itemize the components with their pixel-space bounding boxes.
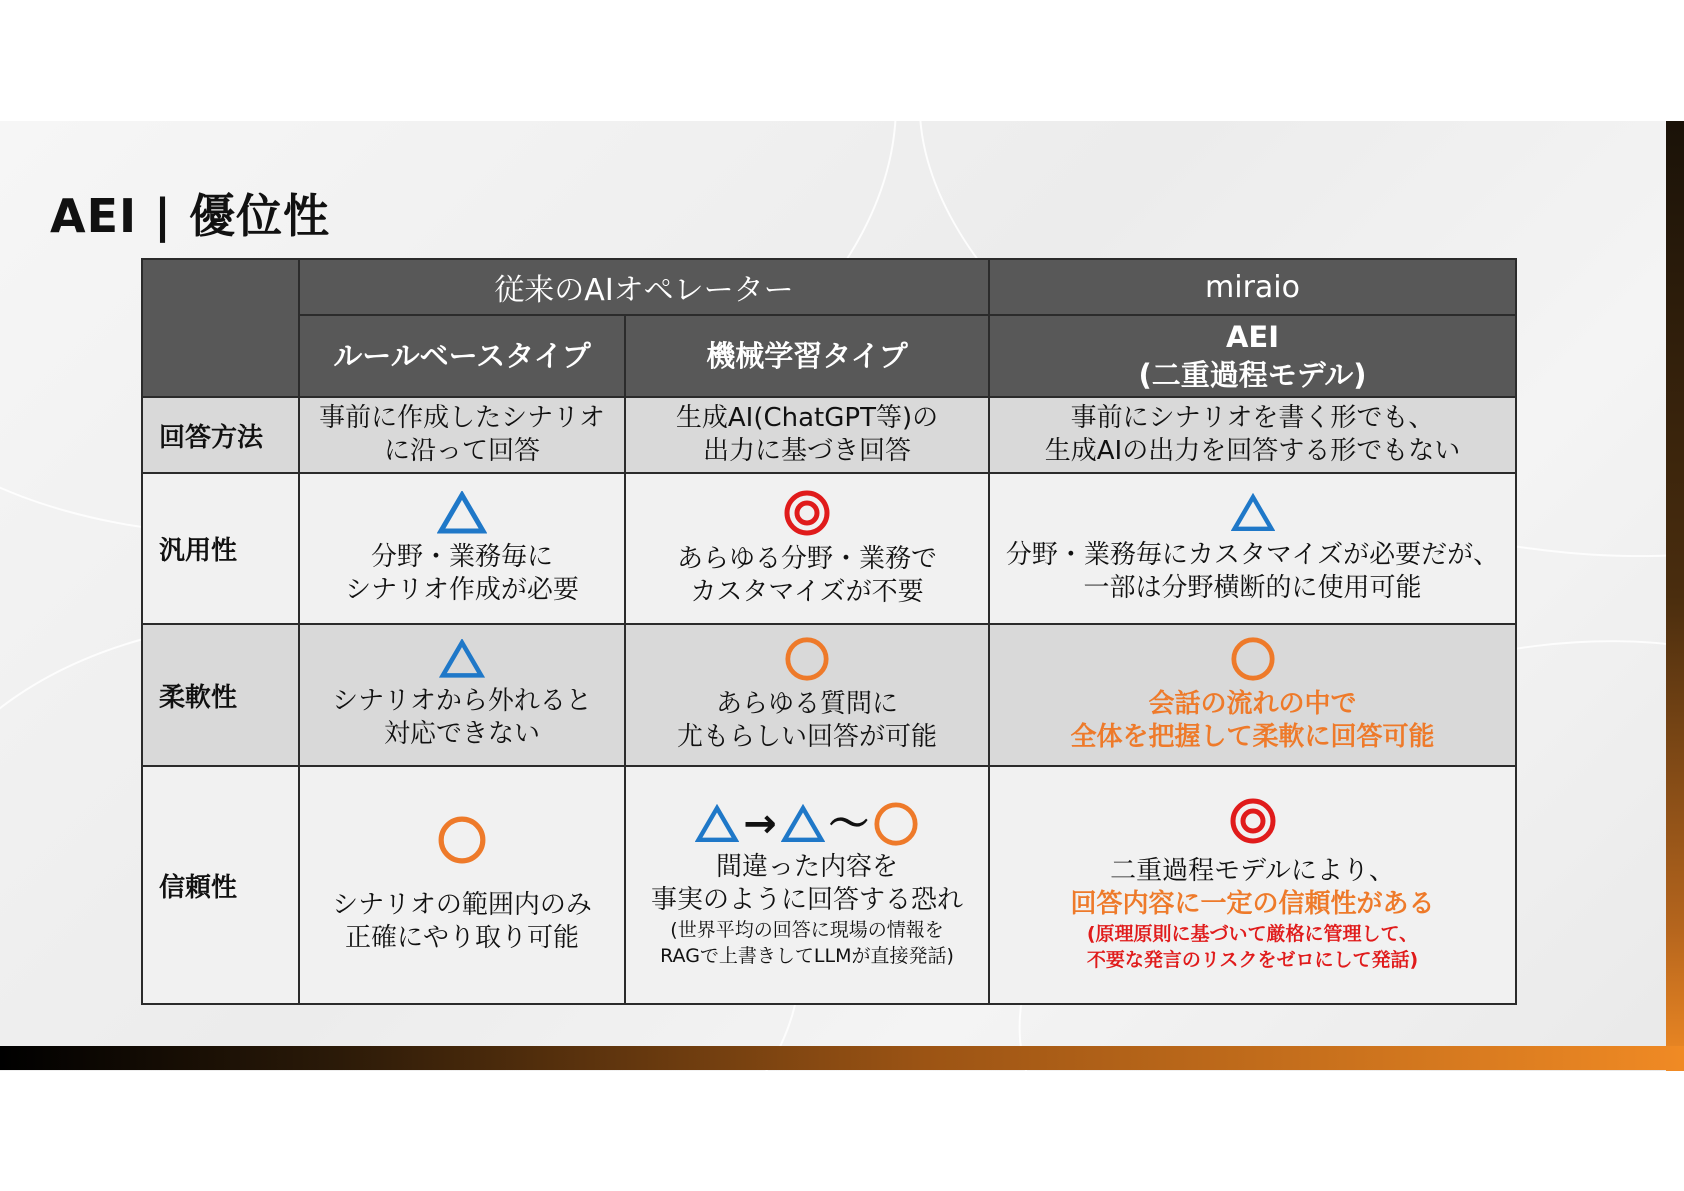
- cell-note: (原理原則に基づいて厳格に管理して、: [1086, 923, 1419, 945]
- cell-text: 尤もらしい回答が可能: [676, 722, 937, 752]
- accent-bar-right: [1666, 121, 1684, 1071]
- arrow-icon: →: [743, 800, 777, 847]
- cell-text: 事実のように回答する恐れ: [650, 885, 963, 915]
- cell-ml: [625, 397, 989, 473]
- header-miraio: miraio: [989, 259, 1516, 315]
- cell-rule-based: [299, 397, 625, 473]
- table-row: [142, 473, 1516, 624]
- circle-icon: [873, 801, 919, 847]
- row-label: 回答方法: [142, 397, 299, 473]
- table-row: [142, 624, 1516, 766]
- circle-icon: [1230, 636, 1276, 682]
- cell-text: に沿って回答: [383, 436, 540, 466]
- triangle-icon: [437, 491, 487, 535]
- cell-text: あらゆる質問に: [715, 689, 898, 719]
- cell-note: 不要な発言のリスクをゼロにして発話): [1086, 949, 1419, 971]
- double-circle-icon: [783, 489, 831, 537]
- cell-ml: [625, 766, 989, 1004]
- cell-text: 正確にやり取り可能: [344, 923, 579, 953]
- cell-ml: [625, 624, 989, 766]
- triangle-icon: [1231, 493, 1275, 533]
- cell-aei: [989, 473, 1516, 624]
- double-circle-icon: [1229, 797, 1277, 845]
- cell-text: 会話の流れの中で: [1148, 689, 1357, 719]
- page-title: AEI | 優位性: [50, 189, 330, 243]
- cell-text: シナリオ作成が必要: [345, 574, 579, 605]
- triangle-icon: [695, 804, 739, 844]
- triangle-icon: [781, 804, 825, 844]
- symbol-sequence: [626, 801, 988, 847]
- accent-bar-bottom: [0, 1046, 1684, 1070]
- row-label: 汎用性: [142, 473, 299, 624]
- cell-text: あらゆる分野・業務で: [676, 543, 937, 574]
- cell-text: 間違った内容を: [715, 852, 898, 882]
- cell-highlight: 回答内容に一定の信頼性がある: [1070, 889, 1435, 919]
- header-aei-line1: AEI: [1225, 320, 1280, 354]
- table-row: [142, 397, 1516, 473]
- circle-icon: [784, 636, 830, 682]
- cell-text: 出力に基づき回答: [702, 436, 911, 466]
- header-conventional: 従来のAIオペレーター: [299, 259, 989, 315]
- cell-text: 一部は分野横断的に使用可能: [1083, 572, 1422, 603]
- cell-aei: [989, 624, 1516, 766]
- header-corner: [142, 259, 299, 397]
- cell-text: 生成AI(ChatGPT等)の: [675, 403, 939, 433]
- tilde-icon: 〜: [828, 800, 869, 847]
- cell-rule-based: [299, 766, 625, 1004]
- cell-aei: [989, 397, 1516, 473]
- cell-aei: [989, 766, 1516, 1004]
- cell-text: 生成AIの出力を回答する形でもない: [1044, 436, 1461, 466]
- cell-text: 二重過程モデルにより、: [1110, 856, 1395, 886]
- cell-text: シナリオから外れると: [332, 686, 592, 716]
- row-label: 柔軟性: [142, 624, 299, 766]
- cell-ml: [625, 473, 989, 624]
- circle-icon: [437, 815, 487, 865]
- cell-text: カスタマイズが不要: [690, 576, 924, 607]
- cell-text: 対応できない: [383, 719, 540, 749]
- cell-note: RAGで上書きしてLLMが直接発話): [660, 945, 954, 967]
- cell-text: 事前にシナリオを書く形でも、: [1070, 403, 1435, 433]
- row-label: 信頼性: [142, 766, 299, 1004]
- cell-text: シナリオの範囲内のみ: [332, 890, 592, 920]
- header-ml: 機械学習タイプ: [625, 315, 989, 397]
- cell-text: 分野・業務毎にカスタマイズが必要だが、: [1005, 539, 1500, 570]
- cell-text: 事前に作成したシナリオ: [319, 403, 605, 433]
- cell-text: 分野・業務毎に: [370, 541, 553, 572]
- header-aei-line2: (二重過程モデル): [1138, 358, 1367, 392]
- cell-note: (世界平均の回答に現場の情報を: [670, 919, 944, 941]
- cell-text: 全体を把握して柔軟に回答可能: [1070, 722, 1435, 752]
- cell-rule-based: [299, 473, 625, 624]
- header-rule-based: ルールベースタイプ: [299, 315, 625, 397]
- triangle-icon: [439, 639, 485, 679]
- cell-rule-based: [299, 624, 625, 766]
- header-aei: [989, 315, 1516, 397]
- comparison-table: [141, 258, 1517, 1005]
- table-row: [142, 766, 1516, 1004]
